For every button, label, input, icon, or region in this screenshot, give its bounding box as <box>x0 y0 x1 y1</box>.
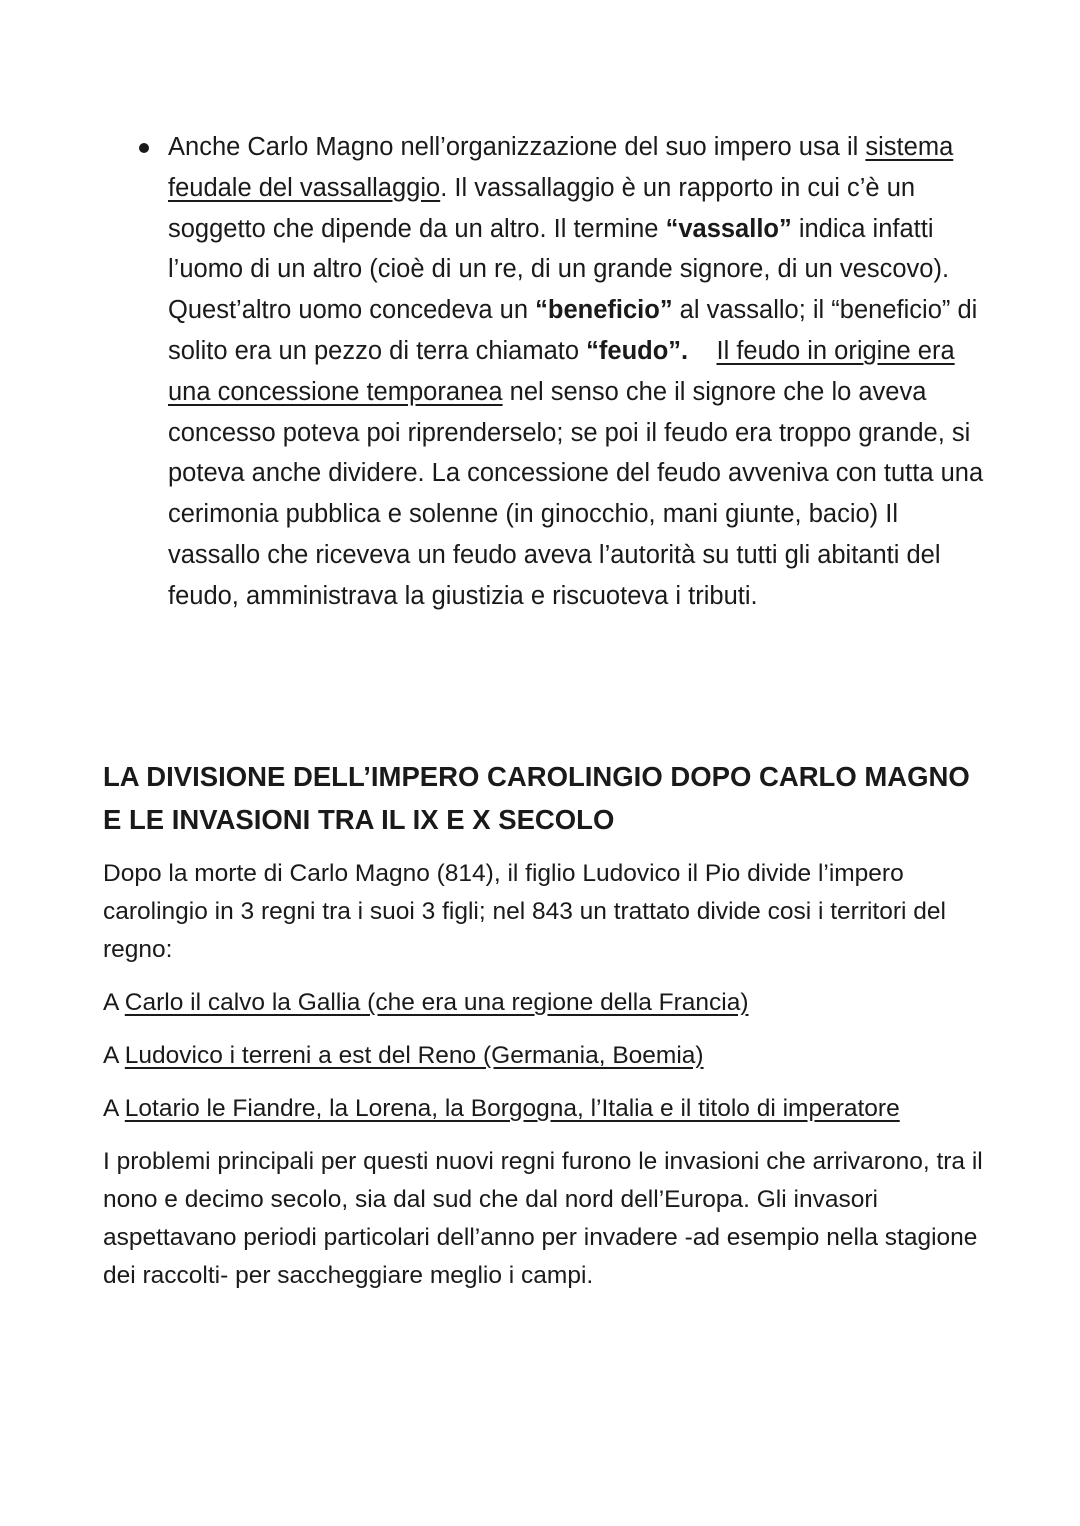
underlined-phrase: sistema feudale del vassallaggio <box>168 133 954 202</box>
bold-term-beneficio: “beneficio” <box>535 296 673 325</box>
division-text: Ludovico i terreni a est del Reno (Germania, Boemia) <box>124 1042 704 1069</box>
division-prefix: A <box>103 1095 125 1122</box>
division-item <box>103 984 1003 1022</box>
text-run: . Il vassallaggio è un rapporto in cui c’è un soggetto che dipende da un altro. Il termine <box>168 173 916 243</box>
division-prefix: A <box>103 989 125 1016</box>
heading-line-2: E LE INVASIONI TRA IL IX E X SECOLO <box>103 804 615 835</box>
text-run: nel senso che il signore che lo aveva concesso poteva poi riprenderselo; se poi il feudo era troppo grande, si poteva anche dividere. La concessione del feudo avveniva con tutta una cerimonia pubblica e solenne (in ginocchio, mani giunte, bacio) Il vassallo che riceveva un feudo aveva l’autorità su tutti gli abitanti del feudo, amministrava la giustizia e riscuoteva i tributi. <box>168 377 984 610</box>
heading-line-1: LA DIVISIONE DELL’IMPERO CAROLINGIO DOPO CARLO MAGNO <box>103 761 970 792</box>
text-run: Anche Carlo Magno nell’organizzazione del suo impero usa il <box>168 133 866 161</box>
text-run: indica infatti l’uomo di un altro (cioè di un re, di un grande signore, di un vescovo). Quest’altro uomo concedeva un <box>168 214 950 325</box>
underlined-phrase: Il feudo in origine era una concessione temporanea <box>168 336 955 406</box>
intro-paragraph: Dopo la morte di Carlo Magno (814), il figlio Ludovico il Pio divide l’impero carolingio in 3 regni tra i suoi 3 figli; nel 843 un trattato divide cosi i territori del regno: <box>103 860 946 963</box>
bullet-paragraph-vassallaggio <box>168 127 988 617</box>
bullet-point-icon <box>139 143 149 153</box>
division-text: Lotario le Fiandre, la Lorena, la Borgogna, l’Italia e il titolo di imperatore <box>124 1095 900 1122</box>
division-item <box>103 1037 1003 1075</box>
section-heading <box>103 755 1003 841</box>
division-item <box>103 1090 1003 1128</box>
text-run: al vassallo; il “beneficio” di solito era un pezzo di terra chiamato <box>168 296 978 365</box>
conclusion-paragraph: I problemi principali per questi nuovi regni furono le invasioni che arrivarono, tra il nono e decimo secolo, sia dal sud che dal nord dell’Europa. Gli invasori aspettavano periodi particolari dell’anno per invadere -ad esempio nella stagione dei raccolti- per saccheggiare meglio i campi. <box>103 1148 983 1289</box>
bold-term-vassallo: “vassallo” <box>665 214 792 243</box>
division-prefix: A <box>103 1042 125 1069</box>
bold-term-feudo: “feudo”. <box>586 336 689 365</box>
text-run <box>688 337 716 365</box>
division-text: Carlo il calvo la Gallia (che era una regione della Francia) <box>124 989 749 1016</box>
